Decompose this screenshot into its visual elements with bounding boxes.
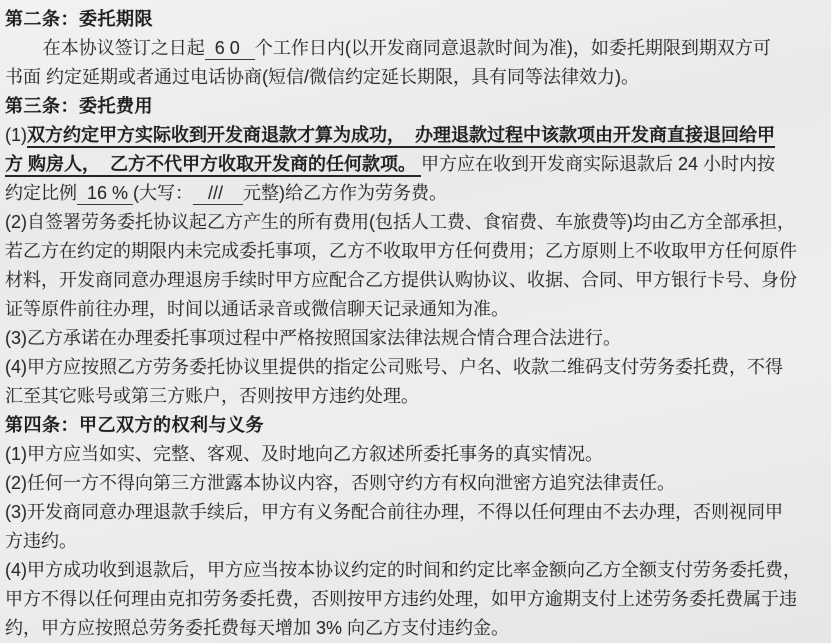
text-line <box>5 498 825 527</box>
text-line <box>5 382 825 411</box>
text-segment: (1)甲方应当如实、完整、客观、及时地向乙方叙述所委托事务的真实情况。 <box>5 444 603 464</box>
text-line <box>5 614 825 643</box>
text-segment: 证等原件前往办理，时间以通话录音或微信聊天记录通知为准。 <box>5 299 509 319</box>
text-segment: 汇至其它账号或第三方账户，否则按甲方违约处理。 <box>5 386 419 406</box>
text-segment: (3)开发商同意办理退款手续后，甲方有义务配合前往办理，不得以任何理由不去办理，否则视同甲 <box>5 502 783 522</box>
text-line <box>5 324 825 353</box>
text-line <box>5 63 825 92</box>
text-segment: 第三条：委托费用 <box>5 96 153 116</box>
text-line <box>5 121 825 150</box>
blank-amount-words-value: /// <box>193 183 244 203</box>
text-segment: 书面 约定延期或者通过电话协商(短信/微信约定延长期限，具有同等法律效力)。 <box>5 67 639 87</box>
text-segment: 方 购房人， 乙方不代甲方收取开发商的任何款项。 <box>5 154 421 177</box>
text-line <box>5 179 825 208</box>
text-segment: 第四条：甲乙双方的权利与义务 <box>5 415 264 435</box>
text-segment: 第二条：委托期限 <box>5 9 153 29</box>
article-2-heading <box>5 5 825 34</box>
text-segment: 方违约。 <box>5 531 77 551</box>
blank-workdays-value: 6 0 <box>204 38 255 58</box>
text-segment: (4)甲方成功收到退款后，甲方应当按本协议约定的时间和约定比率金额向乙方全额支付劳务委托费， <box>5 560 801 580</box>
text-segment: 材料，开发商同意办理退房手续时甲方应配合乙方提供认购协议、收据、合同、甲方银行卡号、身份 <box>5 270 797 290</box>
text-line <box>5 440 825 469</box>
text-line <box>5 527 825 556</box>
text-line <box>5 34 825 63</box>
text-line <box>5 266 825 295</box>
text-line <box>5 469 825 498</box>
text-segment: 个工作日内(以开发商同意退款时间为准)，如委托期限到期双方可 <box>254 38 771 58</box>
blank-fee-percent-value: 16 % <box>77 183 134 203</box>
text-line <box>5 237 825 266</box>
text-segment: 若乙方在约定的期限内未完成委托事项，乙方不收取甲方任何费用；乙方原则上不收取甲方任何原件 <box>5 241 797 261</box>
text-segment: 约，甲方应按照总劳务委托费每天增加 3% 向乙方支付违约金。 <box>5 618 510 638</box>
text-segment: (3)乙方承诺在办理委托事项过程中严格按照国家法律法规合情合理合法进行。 <box>5 328 621 348</box>
text-segment: 约定比例 <box>5 183 77 203</box>
text-segment: 元整)给乙方作为劳务费。 <box>243 183 448 203</box>
text-segment: (2)自签署劳务委托协议起乙方产生的所有费用(包括人工费、食宿费、车旅费等)均由乙方全部承担， <box>5 212 795 232</box>
text-line <box>5 353 825 382</box>
text-line <box>5 556 825 585</box>
article-4-heading <box>5 411 825 440</box>
text-segment: 双方约定甲方实际收到开发商退款才算为成功， 办理退款过程中该款项由开发商直接退回给甲 <box>27 125 775 148</box>
text-segment: (1) <box>5 125 27 145</box>
text-segment: (2)任何一方不得向第三方泄露本协议内容，否则守约方有权向泄密方追究法律责任。 <box>5 473 675 493</box>
text-segment: (4)甲方应按照乙方劳务委托协议里提供的指定公司账号、户名、收款二维码支付劳务委托费，不得 <box>5 357 783 377</box>
text-line <box>5 150 825 179</box>
text-segment: (大写： <box>133 183 194 203</box>
text-segment: 甲方应在收到开发商实际退款后 24 小时内按 <box>421 154 776 174</box>
text-line <box>5 208 825 237</box>
text-line <box>5 585 825 614</box>
text-segment: 甲方不得以任何理由克扣劳务委托费，否则按甲方违约处理，如甲方逾期支付上述劳务委托费属于违 <box>5 589 797 609</box>
text-segment: 在本协议签订之日起 <box>42 38 205 58</box>
article-3-heading <box>5 92 825 121</box>
text-line <box>5 295 825 324</box>
